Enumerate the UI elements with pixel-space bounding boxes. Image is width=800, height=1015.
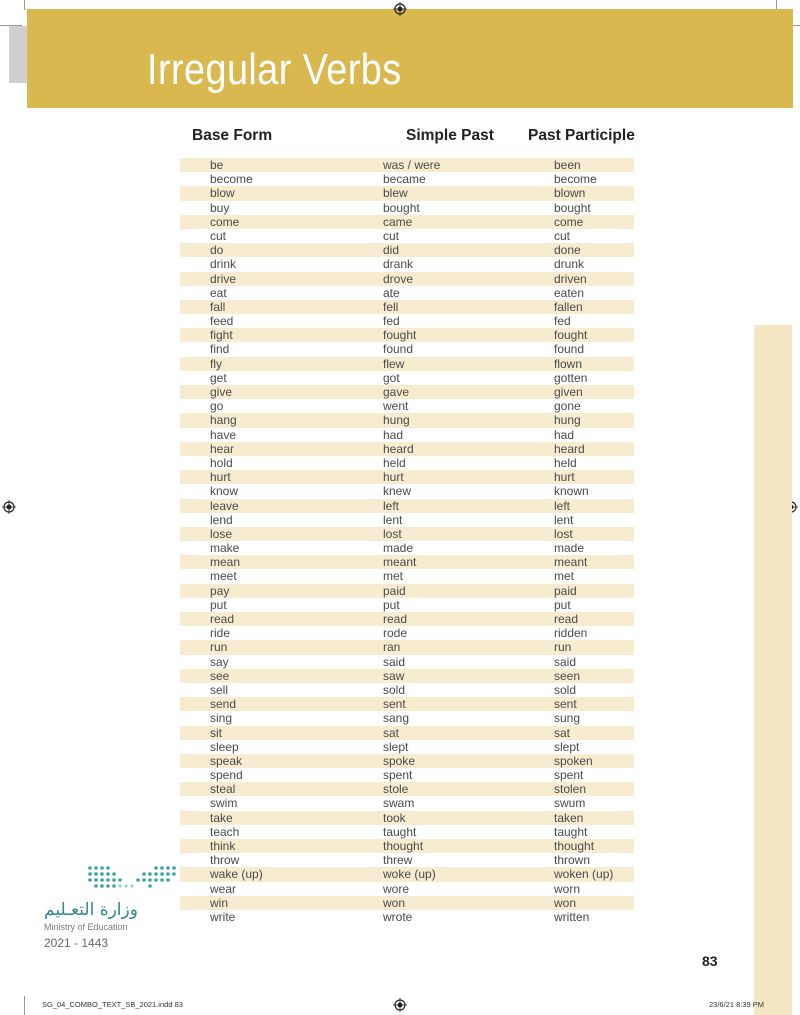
simple-past-cell: sang bbox=[383, 711, 410, 726]
base-form-cell: hold bbox=[210, 455, 233, 470]
base-form-cell: give bbox=[210, 385, 233, 399]
base-form-cell: speak bbox=[210, 753, 243, 768]
simple-past-cell: lent bbox=[383, 512, 403, 527]
simple-past-cell: stole bbox=[383, 782, 409, 797]
past-participle-cell: given bbox=[554, 385, 583, 399]
simple-past-cell: went bbox=[383, 399, 409, 414]
simple-past-cell: fed bbox=[383, 314, 400, 329]
simple-past-cell: became bbox=[383, 172, 426, 187]
trim-mark bbox=[24, 0, 25, 10]
past-participle-cell: flown bbox=[554, 356, 583, 371]
base-form-cell: write bbox=[210, 909, 236, 924]
base-form-cell: say bbox=[210, 654, 229, 669]
base-form-cell: win bbox=[210, 895, 229, 910]
base-form-cell: get bbox=[210, 370, 227, 385]
base-form-cell: take bbox=[210, 810, 233, 825]
registration-mark-icon bbox=[393, 998, 407, 1012]
past-participle-cell: found bbox=[554, 342, 585, 357]
table-row bbox=[180, 882, 634, 896]
table-row bbox=[180, 456, 634, 470]
simple-past-cell: cut bbox=[383, 228, 400, 243]
simple-past-cell: spoke bbox=[383, 753, 416, 768]
base-form-cell: fall bbox=[210, 299, 226, 314]
simple-past-cell: sent bbox=[383, 697, 406, 712]
base-form-cell: teach bbox=[210, 824, 240, 839]
simple-past-cell: got bbox=[383, 370, 400, 385]
table-row bbox=[180, 669, 634, 683]
base-form-cell: fight bbox=[210, 328, 233, 343]
simple-past-cell: sold bbox=[383, 682, 406, 697]
table-row bbox=[180, 357, 634, 371]
table-row bbox=[180, 910, 634, 924]
base-form-cell: know bbox=[210, 484, 239, 499]
ministry-logo bbox=[44, 864, 184, 954]
past-participle-cell: put bbox=[554, 597, 571, 612]
past-participle-cell: run bbox=[554, 640, 572, 655]
past-participle-cell: made bbox=[554, 541, 585, 556]
simple-past-cell: came bbox=[383, 214, 413, 229]
base-form-cell: hurt bbox=[210, 470, 231, 485]
table-row bbox=[180, 413, 634, 427]
past-participle-cell: written bbox=[554, 909, 590, 924]
table-row bbox=[180, 626, 634, 640]
base-form-cell: spend bbox=[210, 768, 243, 783]
simple-past-cell: made bbox=[383, 541, 414, 556]
past-participle-cell: paid bbox=[554, 583, 577, 598]
past-participle-cell: stolen bbox=[554, 782, 587, 797]
base-form-cell: throw bbox=[210, 853, 240, 868]
simple-past-cell: hung bbox=[383, 413, 410, 428]
simple-past-cell: held bbox=[383, 455, 406, 470]
past-participle-cell: heard bbox=[554, 441, 585, 456]
past-participle-cell: read bbox=[554, 612, 579, 626]
past-participle-cell: known bbox=[554, 484, 589, 499]
base-form-cell: mean bbox=[210, 555, 241, 570]
base-form-cell: blow bbox=[210, 186, 235, 201]
past-participle-cell: eaten bbox=[554, 285, 585, 300]
base-form-cell: read bbox=[210, 612, 235, 626]
table-row bbox=[180, 796, 634, 810]
simple-past-cell: paid bbox=[383, 583, 406, 598]
simple-past-cell: ran bbox=[383, 640, 401, 655]
past-participle-cell: seen bbox=[554, 668, 581, 683]
footer-date: 23/6/21 8:39 PM bbox=[709, 1000, 765, 1009]
simple-past-cell: taught bbox=[383, 824, 417, 839]
base-form-cell: make bbox=[210, 541, 240, 556]
past-participle-cell: held bbox=[554, 455, 577, 470]
past-participle-cell: meant bbox=[554, 555, 588, 570]
simple-past-cell: spent bbox=[383, 768, 413, 783]
past-participle-cell: sold bbox=[554, 682, 577, 697]
table-row bbox=[180, 470, 634, 484]
base-form-cell: sing bbox=[210, 711, 233, 726]
simple-past-cell: took bbox=[383, 810, 406, 825]
table-row bbox=[180, 711, 634, 725]
simple-past-cell: wore bbox=[383, 881, 410, 896]
table-row bbox=[180, 428, 634, 442]
simple-past-cell: hurt bbox=[383, 470, 404, 485]
simple-past-cell: fought bbox=[383, 328, 417, 343]
ministry-dots-icon bbox=[86, 864, 178, 894]
past-participle-cell: met bbox=[554, 569, 575, 584]
base-form-cell: eat bbox=[210, 285, 227, 300]
registration-mark-icon bbox=[2, 500, 16, 514]
table-row bbox=[180, 186, 634, 200]
irregular-verbs-table bbox=[180, 158, 634, 924]
table-row bbox=[180, 754, 634, 768]
past-participle-cell: been bbox=[554, 158, 581, 172]
base-form-cell: fly bbox=[210, 356, 222, 371]
table-row bbox=[180, 541, 634, 555]
past-participle-cell: worn bbox=[554, 881, 581, 896]
simple-past-cell: rode bbox=[383, 626, 408, 641]
table-row bbox=[180, 257, 634, 271]
table-row bbox=[180, 768, 634, 782]
registration-mark-icon bbox=[393, 2, 407, 16]
table-row bbox=[180, 499, 634, 513]
table-row bbox=[180, 328, 634, 342]
past-participle-cell: sung bbox=[554, 711, 581, 726]
simple-past-cell: threw bbox=[383, 853, 413, 868]
past-participle-cell: ridden bbox=[554, 626, 588, 641]
past-participle-cell: drunk bbox=[554, 257, 585, 272]
past-participle-cell: hurt bbox=[554, 470, 575, 485]
past-participle-cell: driven bbox=[554, 271, 587, 286]
simple-past-cell: drove bbox=[383, 271, 414, 286]
base-form-cell: sell bbox=[210, 682, 229, 697]
base-form-cell: put bbox=[210, 597, 227, 612]
base-form-cell: see bbox=[210, 668, 230, 683]
simple-past-cell: lost bbox=[383, 526, 402, 541]
table-row bbox=[180, 683, 634, 697]
base-form-cell: feed bbox=[210, 314, 234, 329]
past-participle-cell: lost bbox=[554, 526, 573, 541]
table-row bbox=[180, 640, 634, 654]
column-header-simple-past: Simple Past bbox=[406, 127, 494, 144]
base-form-cell: wake (up) bbox=[210, 867, 263, 882]
table-row bbox=[180, 513, 634, 527]
table-row bbox=[180, 853, 634, 867]
base-form-cell: swim bbox=[210, 796, 238, 811]
simple-past-cell: thought bbox=[383, 839, 424, 853]
table-row bbox=[180, 300, 634, 314]
past-participle-cell: cut bbox=[554, 228, 571, 243]
base-form-cell: have bbox=[210, 427, 237, 442]
ministry-arabic-name: وزارة التعـليم bbox=[44, 900, 138, 920]
base-form-cell: sit bbox=[210, 725, 222, 740]
past-participle-cell: spent bbox=[554, 768, 584, 783]
simple-past-cell: saw bbox=[383, 668, 405, 683]
simple-past-cell: left bbox=[383, 498, 400, 513]
page-title: Irregular Verbs bbox=[147, 45, 402, 94]
base-form-cell: think bbox=[210, 839, 236, 853]
table-row bbox=[180, 782, 634, 796]
past-participle-cell: sent bbox=[554, 697, 577, 712]
base-form-cell: drive bbox=[210, 271, 237, 286]
table-row bbox=[180, 839, 634, 853]
past-participle-cell: fed bbox=[554, 314, 571, 329]
base-form-cell: leave bbox=[210, 498, 239, 513]
past-participle-cell: slept bbox=[554, 739, 580, 754]
table-row bbox=[180, 272, 634, 286]
base-form-cell: buy bbox=[210, 200, 230, 215]
simple-past-cell: drank bbox=[383, 257, 414, 272]
table-row bbox=[180, 243, 634, 257]
table-row bbox=[180, 385, 634, 399]
simple-past-cell: said bbox=[383, 654, 406, 669]
table-row bbox=[180, 867, 634, 881]
past-participle-cell: become bbox=[554, 172, 597, 187]
table-row bbox=[180, 598, 634, 612]
past-participle-cell: fallen bbox=[554, 299, 583, 314]
simple-past-cell: bought bbox=[383, 200, 420, 215]
simple-past-cell: met bbox=[383, 569, 404, 584]
base-form-cell: find bbox=[210, 342, 230, 357]
base-form-cell: meet bbox=[210, 569, 237, 584]
past-participle-cell: thrown bbox=[554, 853, 591, 868]
table-row bbox=[180, 569, 634, 583]
base-form-cell: hear bbox=[210, 441, 235, 456]
past-participle-cell: come bbox=[554, 214, 584, 229]
simple-past-cell: flew bbox=[383, 356, 405, 371]
simple-past-cell: meant bbox=[383, 555, 417, 570]
table-row bbox=[180, 158, 634, 172]
page-number: 83 bbox=[702, 953, 718, 969]
table-row bbox=[180, 229, 634, 243]
base-form-cell: go bbox=[210, 399, 224, 414]
simple-past-cell: wrote bbox=[383, 909, 413, 924]
table-row bbox=[180, 399, 634, 413]
base-form-cell: pay bbox=[210, 583, 230, 598]
table-row bbox=[180, 286, 634, 300]
simple-past-cell: fell bbox=[383, 299, 399, 314]
simple-past-cell: ate bbox=[383, 285, 400, 300]
past-participle-cell: sat bbox=[554, 725, 571, 740]
table-row bbox=[180, 201, 634, 215]
side-color-strip bbox=[754, 325, 792, 1015]
side-tab bbox=[9, 26, 27, 83]
past-participle-cell: taken bbox=[554, 810, 584, 825]
table-row bbox=[180, 215, 634, 229]
simple-past-cell: woke (up) bbox=[383, 867, 436, 882]
base-form-cell: ride bbox=[210, 626, 231, 641]
table-row bbox=[180, 342, 634, 356]
table-row bbox=[180, 172, 634, 186]
table-row bbox=[180, 555, 634, 569]
base-form-cell: drink bbox=[210, 257, 237, 272]
simple-past-cell: slept bbox=[383, 739, 409, 754]
past-participle-cell: said bbox=[554, 654, 577, 669]
past-participle-cell: fought bbox=[554, 328, 588, 343]
past-participle-cell: won bbox=[554, 895, 577, 910]
ministry-year: 2021 - 1443 bbox=[44, 936, 109, 950]
table-row bbox=[180, 740, 634, 754]
ministry-english-name: Ministry of Education bbox=[44, 922, 128, 932]
simple-past-cell: did bbox=[383, 243, 400, 258]
past-participle-cell: thought bbox=[554, 839, 595, 853]
simple-past-cell: won bbox=[383, 895, 406, 910]
table-row bbox=[180, 484, 634, 498]
table-row bbox=[180, 527, 634, 541]
title-banner bbox=[27, 9, 793, 108]
table-row bbox=[180, 697, 634, 711]
simple-past-cell: was / were bbox=[383, 158, 441, 172]
base-form-cell: steal bbox=[210, 782, 236, 797]
simple-past-cell: put bbox=[383, 597, 400, 612]
table-row bbox=[180, 726, 634, 740]
base-form-cell: do bbox=[210, 243, 224, 258]
table-row bbox=[180, 825, 634, 839]
simple-past-cell: had bbox=[383, 427, 404, 442]
table-row bbox=[180, 896, 634, 910]
simple-past-cell: heard bbox=[383, 441, 414, 456]
past-participle-cell: taught bbox=[554, 824, 588, 839]
past-participle-cell: done bbox=[554, 243, 581, 258]
base-form-cell: run bbox=[210, 640, 228, 655]
footer-file-name: SG_04_COMBO_TEXT_SB_2021.indd 83 bbox=[42, 1000, 183, 1009]
base-form-cell: cut bbox=[210, 228, 227, 243]
base-form-cell: be bbox=[210, 158, 224, 172]
table-row bbox=[180, 314, 634, 328]
table-row bbox=[180, 584, 634, 598]
table-row bbox=[180, 371, 634, 385]
past-participle-cell: had bbox=[554, 427, 575, 442]
simple-past-cell: gave bbox=[383, 385, 410, 399]
table-row bbox=[180, 811, 634, 825]
past-participle-cell: hung bbox=[554, 413, 581, 428]
column-header-past-participle: Past Participle bbox=[528, 127, 635, 144]
simple-past-cell: found bbox=[383, 342, 414, 357]
past-participle-cell: woken (up) bbox=[554, 867, 614, 882]
past-participle-cell: left bbox=[554, 498, 571, 513]
base-form-cell: come bbox=[210, 214, 240, 229]
simple-past-cell: swam bbox=[383, 796, 415, 811]
base-form-cell: wear bbox=[210, 881, 237, 896]
base-form-cell: sleep bbox=[210, 739, 239, 754]
simple-past-cell: read bbox=[383, 612, 408, 626]
base-form-cell: become bbox=[210, 172, 253, 187]
simple-past-cell: blew bbox=[383, 186, 408, 201]
table-row bbox=[180, 442, 634, 456]
table-row bbox=[180, 612, 634, 626]
base-form-cell: hang bbox=[210, 413, 237, 428]
past-participle-cell: blown bbox=[554, 186, 586, 201]
past-participle-cell: swum bbox=[554, 796, 586, 811]
past-participle-cell: gotten bbox=[554, 370, 588, 385]
base-form-cell: lose bbox=[210, 526, 233, 541]
table-row bbox=[180, 655, 634, 669]
column-header-base-form: Base Form bbox=[192, 127, 273, 144]
trim-mark bbox=[24, 996, 25, 1015]
simple-past-cell: sat bbox=[383, 725, 400, 740]
past-participle-cell: spoken bbox=[554, 753, 593, 768]
base-form-cell: send bbox=[210, 697, 237, 712]
base-form-cell: lend bbox=[210, 512, 233, 527]
simple-past-cell: knew bbox=[383, 484, 412, 499]
past-participle-cell: lent bbox=[554, 512, 574, 527]
past-participle-cell: gone bbox=[554, 399, 581, 414]
past-participle-cell: bought bbox=[554, 200, 591, 215]
